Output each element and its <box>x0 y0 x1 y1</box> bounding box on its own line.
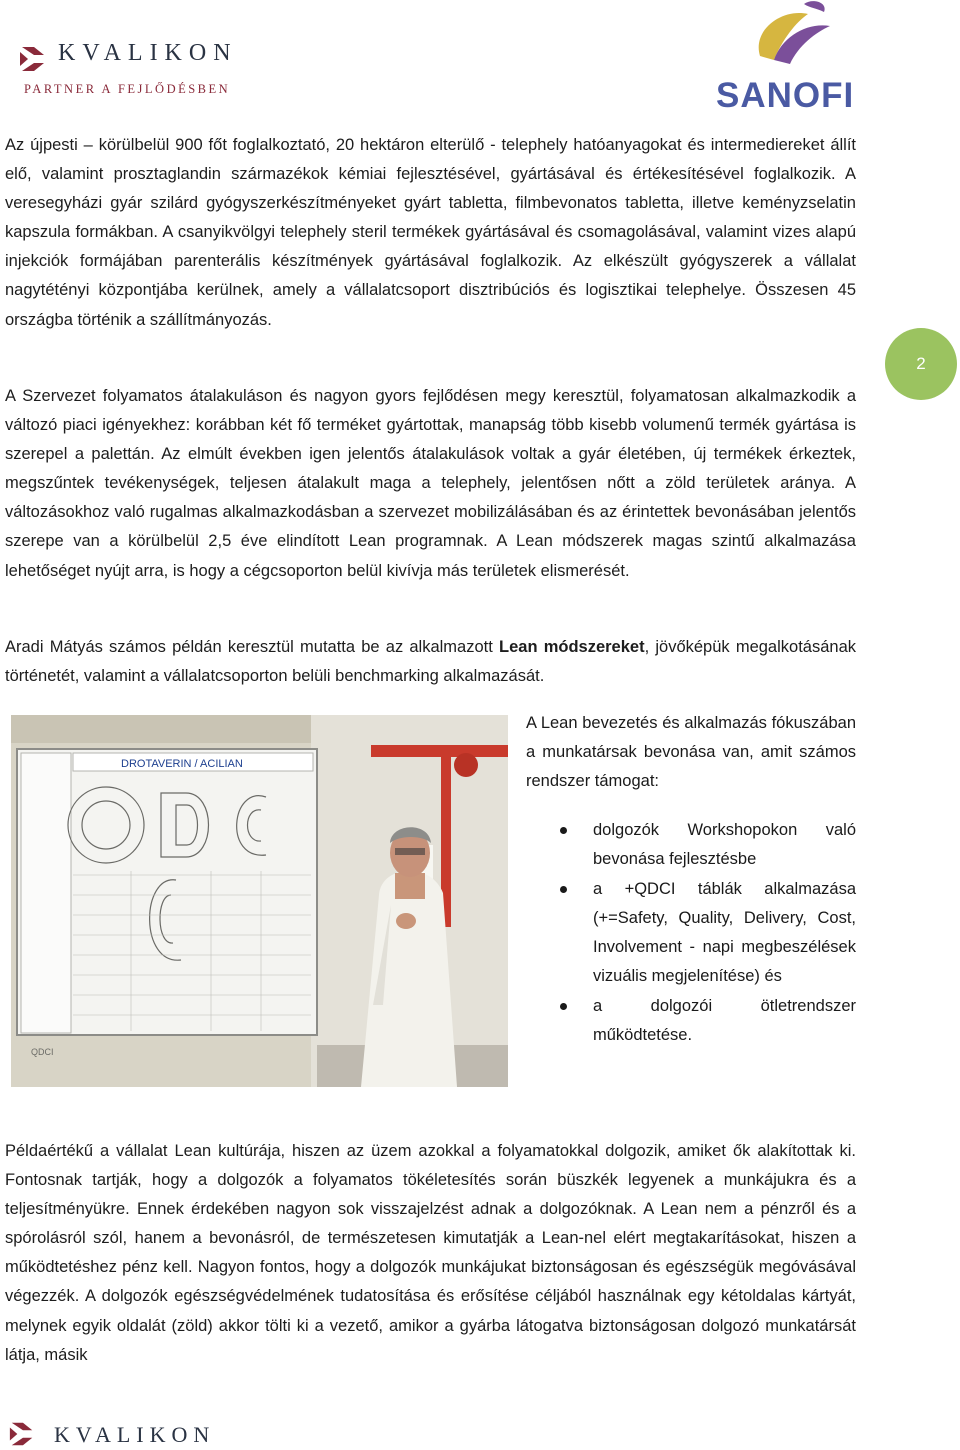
bullet-dot-icon <box>560 1003 567 1010</box>
lean-methods-emphasis: Lean módszereket <box>499 638 645 656</box>
bullet-dot-icon <box>560 886 567 893</box>
list-item <box>560 875 856 992</box>
paragraph-organization-change: A Szervezet folyamatos átalakuláson és nagyon gyors fejlődésen megy keresztül, folyamatosan alkalmazkodik a változó piaci igényekhez: korábban két fő terméket gyártottak, manapság több kisebb volumenű termék gyártása is szerepel a palettán. Az elmúlt években igen jelentős átalakulások voltak a gyár életében, új termékek érkeztek, megszűntek tevékenységek, teljesen átalakult maga a telephely, jelentősen nőtt a zöld területek aránya. A változásokhoz való rugalmas alkalmazkodásban a szervezet mobilizálásában és az érintettek bevonásában jelentős szerepe van a körülbelül 2,5 éve elindított Lean programnak. A Lean módszerek magas szintű alkalmazása lehetőséget nyújt arra, is hogy a cégcsoporton belül kivívja más területek elismerését. <box>5 387 856 580</box>
paragraph-presentation <box>5 633 856 691</box>
paragraph-presentation-tail: , jövőképük megalkotásának történetét, valamint a vállalatcsoporton belüli benchmarking alkalmazását. <box>5 638 856 686</box>
list-item-text: a dolgozói ötletrendszer működtetése. <box>593 996 856 1045</box>
kvalikon-tagline: PARTNER A FEJLŐDÉSBEN <box>24 82 231 96</box>
kvalikon-wordmark: KVALIKON <box>58 40 238 66</box>
list-item-text: dolgozók Workshopokon való bevonása fejlesztésbe <box>593 821 856 869</box>
paragraph-site-overview: Az újpesti – körülbelül 900 főt foglalkoztató, 20 hektáron elterülő - telephely hatóanyagokat és intermediereket állít elő, valamint prosztaglandin származékok kémiai fejlesztésével, gyártásával és értékesítésével foglalkozik. A veresegyházi gyár szilárd gyógyszerkészítményeket gyárt tabletta, filmbevonatos tabletta, illetve keményzselatin kapszula formákban. A csanyikvölgyi telephely steril termékek gyártásával és csomagolásával, valamint vizes alapú injekciók formájában parenterális készítmények gyártásával foglalkozik. Az elkészült gyógyszerek a vállalat nagytétényi központjába kerülnek, amely a vállalatcsoport disztribúciós és logisztikai telephelye. Összesen 45 országba történik a szállítmányozás. <box>5 136 856 329</box>
paragraph-lean-culture: Példaértékű a vállalat Lean kultúrája, hiszen az üzem azokkal a folyamatokkal dolgozik, amiket ők alakítottak ki. Fontosnak tartják, hogy a dolgozók a folyamatos tökéletesítés során büszkék legyenek a munkájukra és a teljesítményükre. Ennek érdekében nagyon sok visszajelzést adnak a dolgozóknak. A Lean nem a pénzről és a spórolásról szól, hanem a bevonásról, de természetesen kimutatják a Lean-nel elért megtakarításokat, hiszen a működtetéshez pénz kell. Nagyon fontos, hogy a dolgozók munkájukat biztonságosan és egészségük megóvásával végezzék. A dolgozók egészségvédelmének tudatosítása és erősítése céljából használnak egy kétoldalas kártyát, melynek egyik oldalát (zöld) akkor tölti ki a vezető, amikor a gyárba látogatva biztonságosan dolgozó munkatársát látja, másik <box>5 1142 856 1364</box>
sanofi-logo <box>712 0 862 115</box>
page-header <box>0 0 960 118</box>
lean-support-list <box>560 816 856 1050</box>
bullet-dot-icon <box>560 827 567 834</box>
sanofi-bird-icon <box>712 0 862 80</box>
board-title: DROTAVERIN / ACILIAN <box>121 758 243 770</box>
kvalikon-logo <box>18 40 258 104</box>
footer-kvalikon-wordmark: KVALIKON <box>54 1422 216 1447</box>
sanofi-wordmark: SANOFI <box>716 76 855 115</box>
list-item-text: a +QDCI táblák alkalmazása (+=Safety, Quality, Delivery, Cost, Involvement - napi megbeszélések vizuális megjelenítése) és <box>593 879 856 986</box>
kvalikon-emblem-icon <box>8 1420 36 1448</box>
photo-illustration <box>11 715 508 1087</box>
paragraph-presentation-lead: Aradi Mátyás számos példán keresztül mutatta be az alkalmazott <box>5 638 500 656</box>
page-number-badge: 2 <box>885 328 957 400</box>
board-label: QDCI <box>31 1047 54 1057</box>
qdci-board-photo <box>11 715 508 1087</box>
kvalikon-emblem-icon <box>18 44 48 74</box>
list-item <box>560 816 856 875</box>
list-item <box>560 992 856 1051</box>
footer-kvalikon-logo <box>8 1420 248 1450</box>
lean-focus-intro: A Lean bevezetés és alkalmazás fókuszában a munkatársak bevonása van, amit számos rendszer támogat: <box>526 714 856 791</box>
